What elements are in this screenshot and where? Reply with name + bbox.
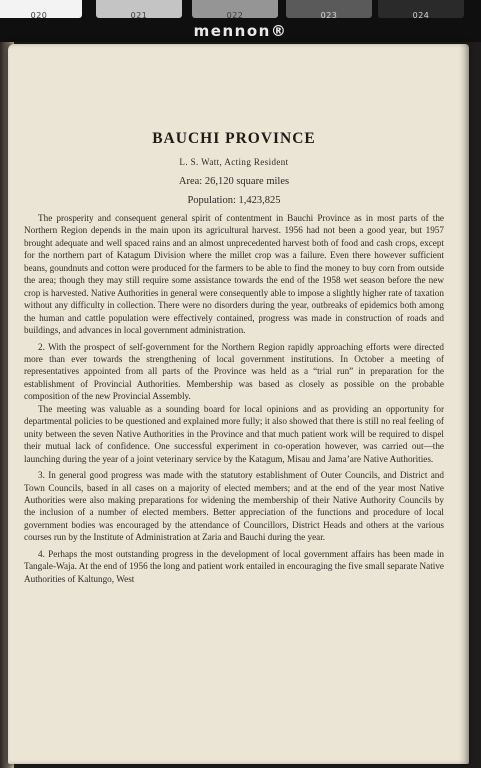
report-meta — [24, 155, 444, 208]
area-line: Area: 26,120 square miles — [178, 176, 290, 187]
swatch-label: 020 — [30, 11, 48, 20]
swatch-label: 021 — [130, 11, 148, 20]
swatch-label: 024 — [412, 11, 430, 20]
author-line: L. S. Watt, Acting Resident — [179, 157, 289, 167]
document-page — [8, 44, 469, 764]
population-line: Population: 1,423,825 — [187, 195, 281, 206]
page-title: BAUCHI PROVINCE — [152, 130, 316, 147]
body-paragraph-2: 2. With the prospect of self-government for the Northern Region rapidly approaching efforts were directed more than ever towards the strengthening of local government institutions. In October a meeting of representatives appointed from all parts of the Province was held as a “trial run” in preparation for the establishment of Provincial Authorities. Membership was based as closely as possible on the probable composition of the new Provincial Assembly. — [24, 341, 444, 402]
body-paragraph-3: 3. In general good progress was made with the statutory establishment of Outer Councils, and District and Town Councils, based in all cases on a majority of elected members; and at the end of the year most Native Authorities were also making preparations for widening the membership of their Native Authority Councils by the inclusion of a number of elected members. Better appreciation of the functions and procedure of local government bodies was encouraged by the attendance of Councillors, District Heads and others at the various courses run by the Institute of Administration at Zaria and Bauchi during the year. — [24, 470, 444, 543]
swatch-label: 022 — [226, 11, 244, 20]
body-paragraph-4: 4. Perhaps the most outstanding progress in the development of local government affairs has been made in Tangale-Waja. At the end of 1956 the long and patient work entailed in encouraging the five small separate Native Authorities of Kaltungo, West — [24, 548, 444, 584]
swatch-label: 023 — [320, 11, 338, 20]
scanner-brand-logo: mennon® — [193, 22, 288, 40]
page-content — [24, 130, 444, 585]
body-paragraph-2-cont: The meeting was valuable as a sounding board for local opinions and as providing an opportunity for departmental policies to be questioned and explained more fully; it also showed that there is still no real feeling of unity between the seven Native Authorities in the Province and that much patient work will be required to dispel their mutual lack of confidence. One successful experiment in co-operation however, was carried out—the launching during the year of a joint veterinary service by the Katagum, Misau and Jama’are Native Authorities. — [24, 403, 444, 464]
body-paragraph-intro: The prosperity and consequent general spirit of contentment in Bauchi Province as in most parts of the Northern Region depends in the main upon its agricultural harvest. 1956 had not been a good year, but 1957 brought adequate and well spaced rains and an almost unprecedented harvest both of food and cash crops, except for the northern part of Katagum Division where the millet crop was a failure. Even there however sufficient beans, goundnuts and cotton were produced for the farmers to be able to find the money to buy corn from outside the area; though they may still require some assistance towards the end of the 1958 wet season before the new crop is harvested. Native Authorities in general were consequently able to impose a slightly higher rate of taxation without any difficulty in collection. There were no disorders during the year, outbreaks of epidemics both among the human and cattle population were effectively contained, progress was made in construction of roads and buildings, and advances in local government administration. — [24, 213, 444, 336]
scanner-color-strip — [0, 0, 481, 42]
